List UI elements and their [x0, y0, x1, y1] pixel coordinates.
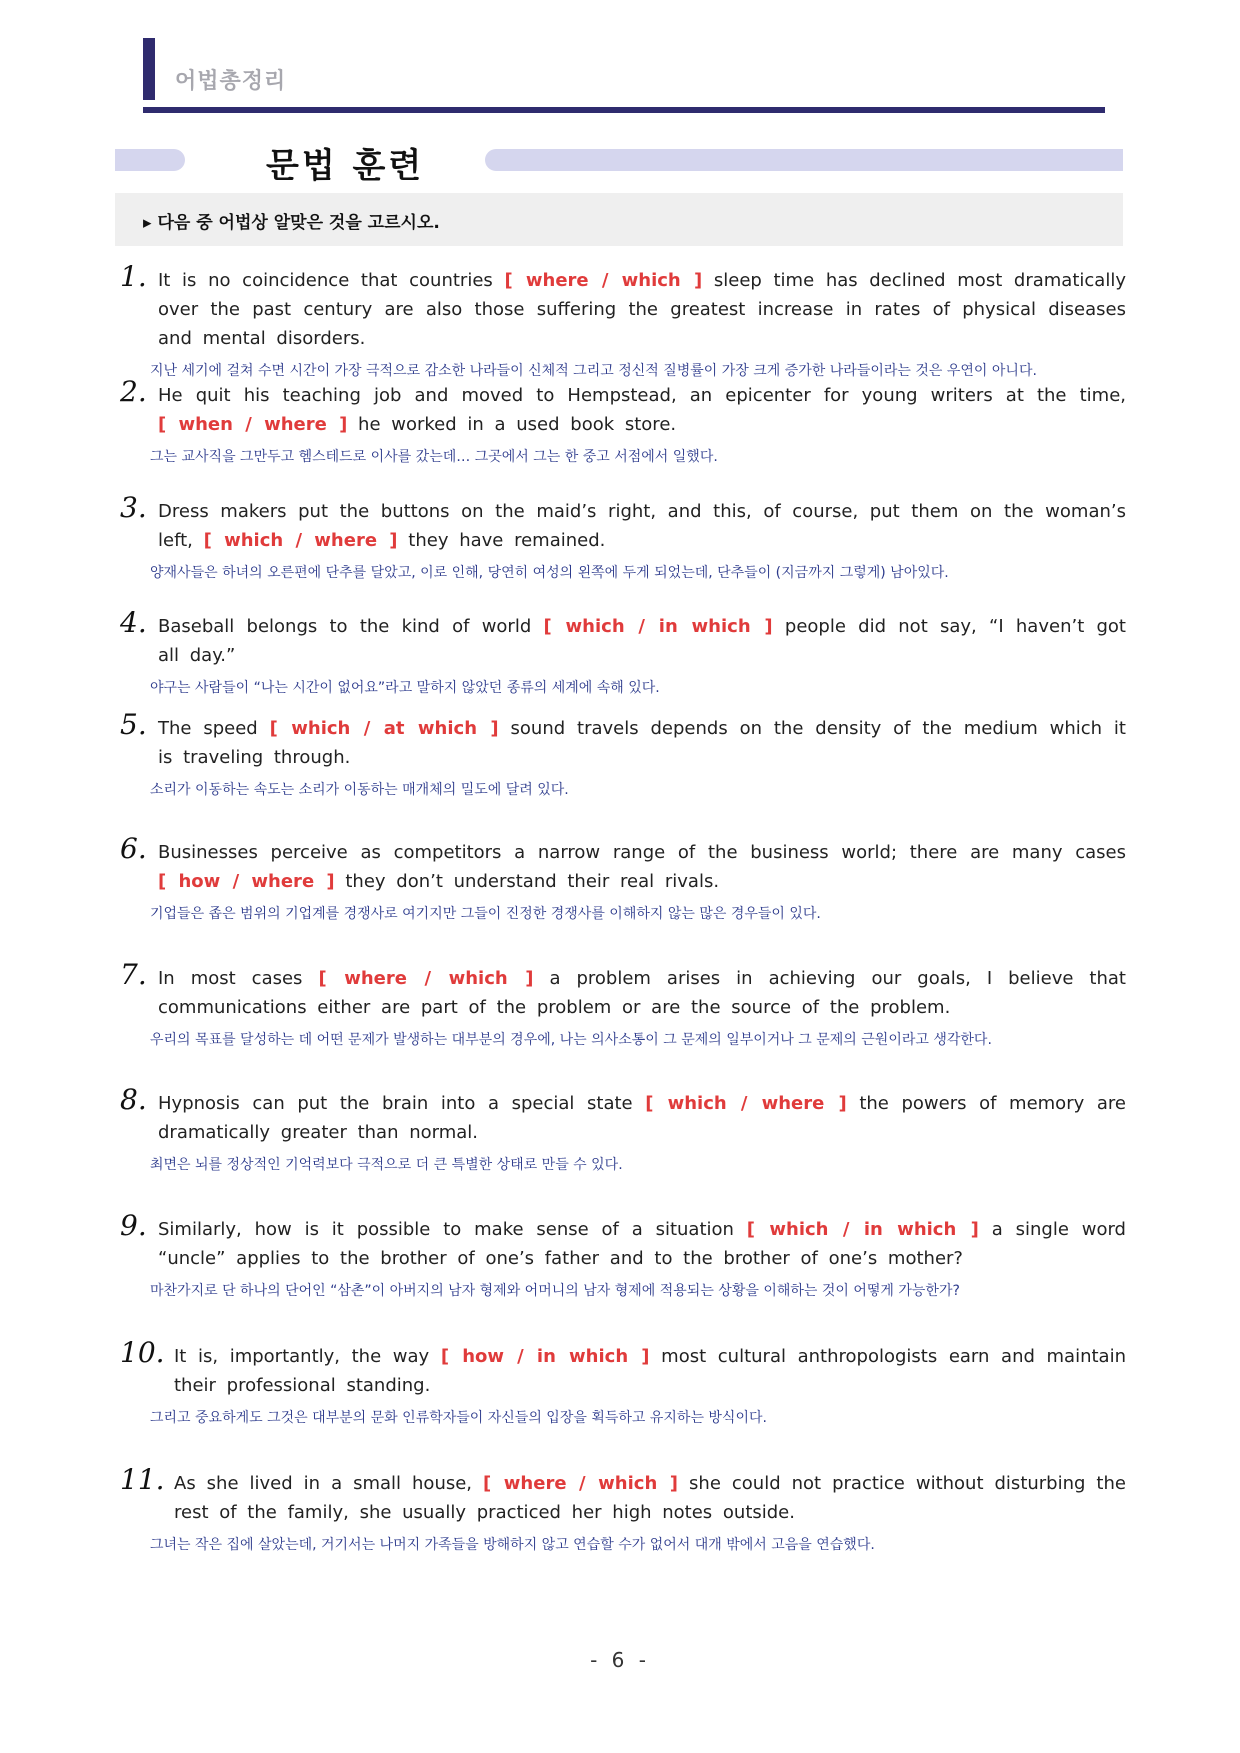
header-rule	[143, 107, 1105, 113]
question-number: 9.	[120, 1209, 147, 1242]
answer-options[interactable]: [ where / which ]	[483, 1473, 679, 1494]
answer-options[interactable]: [ which / in which ]	[543, 616, 773, 637]
question-number: 8.	[120, 1083, 147, 1116]
page-number: - 6 -	[590, 1648, 650, 1672]
question-item	[118, 375, 1126, 497]
question-translation: 야구는 사람들이 “나는 시간이 없어요”라고 말하지 않았던 종류의 세계에 속해 있다.	[150, 680, 660, 696]
question-translation: 그녀는 작은 집에 살았는데, 거기서는 나머지 가족들을 방해하지 않고 연습할 수가 없어서 대개 밖에서 고음을 연습했다.	[150, 1537, 875, 1553]
question-item	[118, 1336, 1126, 1469]
question-text: In most cases [ where / which ] a problem arises in achieving our goals, I believe that communications either are part of the problem or are the source of the problem.	[158, 968, 1126, 1018]
header-accent-bar	[143, 38, 155, 100]
question-item	[118, 606, 1126, 714]
question-item	[118, 1083, 1126, 1215]
question-item	[118, 491, 1126, 612]
answer-options[interactable]: [ which / at which ]	[269, 718, 499, 739]
question-number: 10.	[120, 1336, 165, 1369]
question-number: 5.	[120, 708, 147, 741]
answer-options[interactable]: [ where / which ]	[318, 968, 534, 989]
question-text: As she lived in a small house, [ where / which ] she could not practice without disturbing the rest of the family, she usually practiced her high notes outside.	[174, 1473, 1126, 1523]
question-number: 4.	[120, 606, 147, 639]
question-text: Dress makers put the buttons on the maid’s right, and this, of course, put them on the woman’s left, [ which / where ] they have remained.	[158, 501, 1126, 551]
answer-options[interactable]: [ when / where ]	[158, 414, 348, 435]
question-text: It is no coincidence that countries [ where / which ] sleep time has declined most dramatically over the past century are also those suffering the greatest increase in rates of physical diseases and mental disorders.	[158, 270, 1126, 349]
title-band-right	[485, 149, 1123, 171]
question-text: The speed [ which / at which ] sound travels depends on the density of the medium which it is traveling through.	[158, 718, 1126, 768]
question-item	[118, 1463, 1126, 1579]
question-item	[118, 260, 1126, 381]
answer-options[interactable]: [ how / where ]	[158, 871, 335, 892]
answer-options[interactable]: [ how / in which ]	[440, 1346, 650, 1367]
question-translation: 우리의 목표를 달성하는 데 어떤 문제가 발생하는 대부분의 경우에, 나는 의사소통이 그 문제의 일부이거나 그 문제의 근원이라고 생각한다.	[150, 1032, 992, 1048]
instruction-box	[115, 193, 1123, 246]
header-title: 어법총정리	[175, 69, 287, 94]
section-title: 문법 훈련	[266, 146, 425, 186]
question-translation: 기업들은 좁은 범위의 기업계를 경쟁사로 여기지만 그들이 진정한 경쟁사를 이해하지 않는 많은 경우들이 있다.	[150, 906, 821, 922]
question-item	[118, 958, 1126, 1089]
question-text: Baseball belongs to the kind of world [ which / in which ] people did not say, “I haven’t got all day.”	[158, 616, 1126, 666]
question-translation: 지난 세기에 걸쳐 수면 시간이 가장 극적으로 감소한 나라들이 신체적 그리고 정신적 질병률이 가장 크게 증가한 나라들이라는 것은 우연이 아니다.	[150, 363, 1037, 379]
answer-options[interactable]: [ which / in which ]	[746, 1219, 979, 1240]
question-text: He quit his teaching job and moved to Hempstead, an epicenter for young writers at the time, [ when / where ] he worked in a used book store.	[158, 385, 1126, 435]
answer-options[interactable]: [ which / where ]	[645, 1093, 847, 1114]
question-translation: 최면은 뇌를 정상적인 기억력보다 극적으로 더 큰 특별한 상태로 만들 수 있다.	[150, 1157, 623, 1173]
question-text: Hypnosis can put the brain into a special state [ which / where ] the powers of memory are dramatically greater than normal.	[158, 1093, 1126, 1143]
question-number: 1.	[120, 260, 147, 293]
question-translation: 양재사들은 하녀의 오른편에 단추를 달았고, 이로 인해, 당연히 여성의 왼쪽에 두게 되었는데, 단추들이 (지금까지 그렇게) 남아있다.	[150, 565, 949, 581]
question-number: 3.	[120, 491, 147, 524]
question-item	[118, 708, 1126, 838]
question-translation: 마찬가지로 단 하나의 단어인 “삼촌”이 아버지의 남자 형제와 어머니의 남자 형제에 적용되는 상황을 이해하는 것이 어떻게 가능한가?	[150, 1283, 960, 1299]
question-list	[118, 260, 1126, 1579]
instruction-text: ▸ 다음 중 어법상 알맞은 것을 고르시오.	[143, 213, 440, 233]
question-translation: 그는 교사직을 그만두고 헴스테드로 이사를 갔는데… 그곳에서 그는 한 중고 서점에서 일했다.	[150, 449, 718, 465]
title-band-left	[115, 149, 185, 171]
question-number: 7.	[120, 958, 147, 991]
question-translation: 그리고 중요하게도 그것은 대부분의 문화 인류학자들이 자신들의 입장을 획득하고 유지하는 방식이다.	[150, 1410, 767, 1426]
question-item	[118, 832, 1126, 964]
question-number: 6.	[120, 832, 147, 865]
question-text: Businesses perceive as competitors a narrow range of the business world; there are many cases [ how / where ] they don’t understand their real rivals.	[158, 842, 1126, 892]
question-text: It is, importantly, the way [ how / in which ] most cultural anthropologists earn and maintain their professional standing.	[174, 1346, 1126, 1396]
question-number: 2.	[120, 375, 147, 408]
question-number: 11.	[120, 1463, 165, 1496]
question-text: Similarly, how is it possible to make sense of a situation [ which / in which ] a single word “uncle” applies to the brother of one’s father and to the brother of one’s mother?	[158, 1219, 1126, 1269]
question-translation: 소리가 이동하는 속도는 소리가 이동하는 매개체의 밀도에 달려 있다.	[150, 782, 569, 798]
question-item	[118, 1209, 1126, 1342]
answer-options[interactable]: [ where / which ]	[504, 270, 703, 291]
answer-options[interactable]: [ which / where ]	[203, 530, 398, 551]
